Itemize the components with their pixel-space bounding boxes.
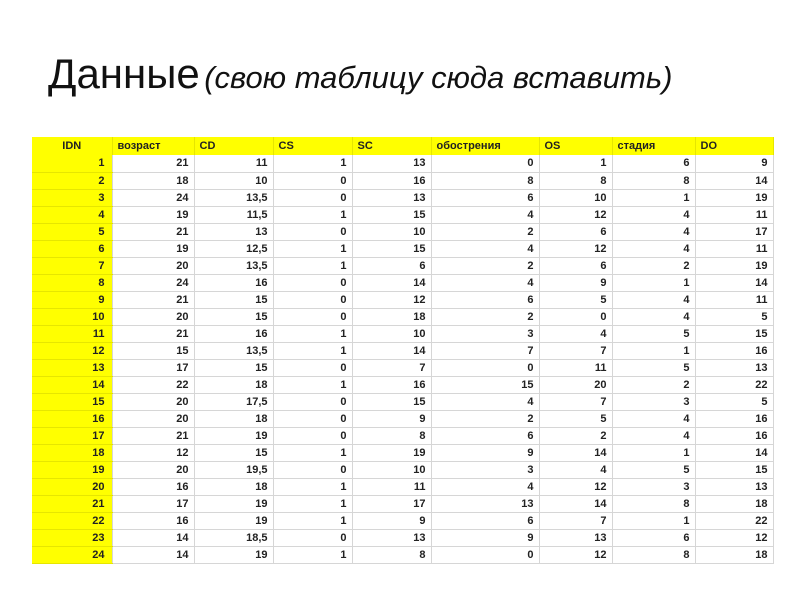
table-cell: 18 [352,308,431,325]
table-cell: 14 [352,274,431,291]
table-cell: 8 [352,427,431,444]
table-cell: 4 [612,308,695,325]
table-cell: 5 [612,325,695,342]
table-cell: 0 [273,410,352,427]
table-cell: 22 [112,376,194,393]
table-cell: 4 [612,223,695,240]
table-row [32,240,773,257]
row-id-cell: 18 [32,444,112,461]
table-cell: 14 [695,172,773,189]
table-cell: 15 [695,461,773,478]
table-cell: 12,5 [194,240,273,257]
table-cell: 19 [695,257,773,274]
table-cell: 12 [539,478,612,495]
table-cell: 2 [612,257,695,274]
table-cell: 22 [695,512,773,529]
table-row [32,223,773,240]
table-cell: 0 [431,359,539,376]
column-header: CS [273,137,352,155]
table-cell: 6 [431,291,539,308]
column-header: SC [352,137,431,155]
table-cell: 0 [273,274,352,291]
table-cell: 1 [273,342,352,359]
table-cell: 14 [112,529,194,546]
table-cell: 13 [352,189,431,206]
table-cell: 7 [539,342,612,359]
table-cell: 6 [431,189,539,206]
table-cell: 5 [612,461,695,478]
table-cell: 18 [112,172,194,189]
row-id-cell: 9 [32,291,112,308]
table-row [32,393,773,410]
table-cell: 19 [695,189,773,206]
table-cell: 4 [431,393,539,410]
table-row [32,444,773,461]
table-cell: 0 [273,529,352,546]
row-id-cell: 22 [32,512,112,529]
table-row [32,325,773,342]
table-cell: 12 [352,291,431,308]
column-header: возраст [112,137,194,155]
table-cell: 6 [612,155,695,172]
table-cell: 13,5 [194,189,273,206]
table-cell: 13 [539,529,612,546]
table-cell: 1 [273,155,352,172]
table-cell: 19,5 [194,461,273,478]
table-cell: 14 [695,274,773,291]
table-row [32,257,773,274]
table-cell: 5 [539,291,612,308]
table-cell: 20 [112,308,194,325]
table-cell: 13 [194,223,273,240]
table-cell: 16 [352,376,431,393]
table-cell: 1 [273,206,352,223]
table-row [32,461,773,478]
table-cell: 21 [112,325,194,342]
row-id-cell: 20 [32,478,112,495]
row-id-cell: 19 [32,461,112,478]
row-id-cell: 11 [32,325,112,342]
table-cell: 6 [431,512,539,529]
table-cell: 15 [352,240,431,257]
table-cell: 18,5 [194,529,273,546]
column-header: OS [539,137,612,155]
table-cell: 15 [194,444,273,461]
table-cell: 19 [194,427,273,444]
table-cell: 0 [273,291,352,308]
table-cell: 8 [539,172,612,189]
table-cell: 14 [539,495,612,512]
table-cell: 4 [612,206,695,223]
table-cell: 18 [194,410,273,427]
table-cell: 7 [539,512,612,529]
table-cell: 17 [112,495,194,512]
row-id-cell: 8 [32,274,112,291]
table-cell: 4 [539,461,612,478]
table-cell: 2 [431,257,539,274]
table-cell: 1 [612,274,695,291]
table-cell: 6 [352,257,431,274]
table-cell: 0 [273,308,352,325]
table-cell: 8 [612,495,695,512]
table-cell: 11 [695,291,773,308]
table-cell: 15 [695,325,773,342]
table-cell: 8 [431,172,539,189]
table-cell: 11 [539,359,612,376]
table-cell: 1 [273,444,352,461]
table-cell: 0 [273,172,352,189]
table-cell: 1 [612,189,695,206]
table-row [32,478,773,495]
table-cell: 17 [352,495,431,512]
row-id-cell: 15 [32,393,112,410]
table-cell: 0 [273,461,352,478]
table-cell: 13 [695,359,773,376]
table-cell: 18 [695,495,773,512]
table-row [32,359,773,376]
table-row [32,427,773,444]
table-cell: 0 [273,393,352,410]
table-cell: 0 [273,189,352,206]
table-cell: 16 [695,342,773,359]
row-id-cell: 5 [32,223,112,240]
table-cell: 18 [194,478,273,495]
table-row [32,189,773,206]
table-cell: 10 [539,189,612,206]
table-cell: 12 [539,206,612,223]
table-cell: 5 [612,359,695,376]
table-row [32,495,773,512]
table-cell: 14 [695,444,773,461]
table-cell: 4 [612,240,695,257]
table-cell: 9 [431,529,539,546]
table-cell: 4 [431,206,539,223]
table-cell: 20 [112,461,194,478]
table-cell: 2 [539,427,612,444]
table-cell: 21 [112,291,194,308]
table-cell: 0 [431,546,539,563]
table-cell: 9 [431,444,539,461]
table-cell: 1 [273,546,352,563]
table-cell: 14 [539,444,612,461]
table-cell: 1 [273,512,352,529]
table-cell: 0 [431,155,539,172]
table-cell: 13,5 [194,257,273,274]
table-cell: 13 [352,529,431,546]
title-note: (свою таблицу сюда вставить) [204,60,673,95]
row-id-cell: 3 [32,189,112,206]
table-cell: 7 [539,393,612,410]
table-row [32,376,773,393]
table-cell: 1 [539,155,612,172]
table-cell: 13 [352,155,431,172]
table-cell: 4 [431,478,539,495]
column-header: CD [194,137,273,155]
table-cell: 0 [273,359,352,376]
table-cell: 10 [352,223,431,240]
row-id-cell: 12 [32,342,112,359]
table-cell: 11,5 [194,206,273,223]
table-cell: 15 [194,291,273,308]
table-cell: 16 [695,410,773,427]
table-cell: 6 [539,223,612,240]
row-id-cell: 2 [32,172,112,189]
table-cell: 16 [194,274,273,291]
table-cell: 1 [273,376,352,393]
column-header: IDN [32,137,112,155]
table-row [32,529,773,546]
table-row [32,206,773,223]
table-cell: 9 [695,155,773,172]
table-cell: 5 [695,308,773,325]
table-cell: 8 [352,546,431,563]
table-row [32,274,773,291]
table-cell: 19 [194,495,273,512]
table-cell: 24 [112,189,194,206]
table-cell: 12 [695,529,773,546]
row-id-cell: 10 [32,308,112,325]
table-cell: 11 [352,478,431,495]
table-cell: 15 [352,393,431,410]
table-cell: 15 [194,359,273,376]
table-cell: 19 [112,240,194,257]
table-cell: 7 [352,359,431,376]
table-cell: 12 [112,444,194,461]
data-table-container [32,137,773,569]
table-cell: 11 [695,240,773,257]
table-body [32,155,773,563]
column-header: стадия [612,137,695,155]
row-id-cell: 6 [32,240,112,257]
row-id-cell: 13 [32,359,112,376]
table-cell: 20 [112,257,194,274]
data-table [32,137,774,564]
table-cell: 3 [612,393,695,410]
table-cell: 13,5 [194,342,273,359]
table-cell: 2 [612,376,695,393]
column-header: обострения [431,137,539,155]
table-cell: 21 [112,427,194,444]
table-cell: 15 [112,342,194,359]
table-cell: 19 [194,512,273,529]
table-cell: 18 [194,376,273,393]
table-cell: 9 [352,512,431,529]
table-row [32,410,773,427]
table-cell: 8 [612,172,695,189]
row-id-cell: 14 [32,376,112,393]
table-cell: 6 [612,529,695,546]
table-cell: 1 [273,495,352,512]
row-id-cell: 16 [32,410,112,427]
table-cell: 2 [431,308,539,325]
row-id-cell: 23 [32,529,112,546]
table-cell: 13 [695,478,773,495]
table-cell: 11 [695,206,773,223]
table-cell: 0 [273,223,352,240]
table-cell: 14 [112,546,194,563]
table-cell: 2 [431,410,539,427]
table-cell: 10 [352,461,431,478]
table-cell: 3 [431,325,539,342]
table-row [32,546,773,563]
table-cell: 17 [112,359,194,376]
table-cell: 0 [539,308,612,325]
table-row [32,308,773,325]
row-id-cell: 17 [32,427,112,444]
table-cell: 13 [431,495,539,512]
table-cell: 7 [431,342,539,359]
table-cell: 1 [612,444,695,461]
table-cell: 22 [695,376,773,393]
table-cell: 1 [273,257,352,274]
row-id-cell: 7 [32,257,112,274]
row-id-cell: 1 [32,155,112,172]
table-cell: 24 [112,274,194,291]
table-cell: 6 [431,427,539,444]
table-cell: 8 [612,546,695,563]
table-cell: 12 [539,240,612,257]
table-cell: 19 [112,206,194,223]
table-header-row [32,137,773,155]
table-cell: 14 [352,342,431,359]
table-cell: 3 [612,478,695,495]
table-cell: 1 [273,478,352,495]
table-cell: 4 [431,240,539,257]
table-cell: 9 [352,410,431,427]
table-cell: 20 [112,410,194,427]
table-cell: 17,5 [194,393,273,410]
table-cell: 2 [431,223,539,240]
table-cell: 19 [352,444,431,461]
table-cell: 15 [431,376,539,393]
table-cell: 16 [695,427,773,444]
table-cell: 16 [194,325,273,342]
column-header: DO [695,137,773,155]
table-cell: 10 [352,325,431,342]
table-row [32,172,773,189]
table-cell: 4 [612,427,695,444]
table-cell: 4 [612,291,695,308]
table-cell: 15 [194,308,273,325]
slide-title [48,50,672,98]
table-row [32,155,773,172]
table-cell: 15 [352,206,431,223]
table-cell: 1 [612,512,695,529]
table-cell: 20 [112,393,194,410]
table-cell: 4 [539,325,612,342]
table-cell: 21 [112,155,194,172]
table-cell: 4 [431,274,539,291]
table-row [32,512,773,529]
table-cell: 1 [612,342,695,359]
table-cell: 21 [112,223,194,240]
table-cell: 4 [612,410,695,427]
table-row [32,342,773,359]
table-cell: 16 [112,478,194,495]
table-cell: 18 [695,546,773,563]
table-cell: 20 [539,376,612,393]
table-cell: 10 [194,172,273,189]
table-cell: 16 [112,512,194,529]
table-cell: 16 [352,172,431,189]
row-id-cell: 24 [32,546,112,563]
table-row [32,291,773,308]
table-cell: 0 [273,427,352,444]
table-cell: 5 [539,410,612,427]
table-cell: 19 [194,546,273,563]
row-id-cell: 21 [32,495,112,512]
table-cell: 17 [695,223,773,240]
table-cell: 1 [273,240,352,257]
table-cell: 1 [273,325,352,342]
table-cell: 6 [539,257,612,274]
table-cell: 5 [695,393,773,410]
table-cell: 12 [539,546,612,563]
table-cell: 9 [539,274,612,291]
table-cell: 11 [194,155,273,172]
title-main: Данные [48,50,200,97]
row-id-cell: 4 [32,206,112,223]
table-cell: 3 [431,461,539,478]
